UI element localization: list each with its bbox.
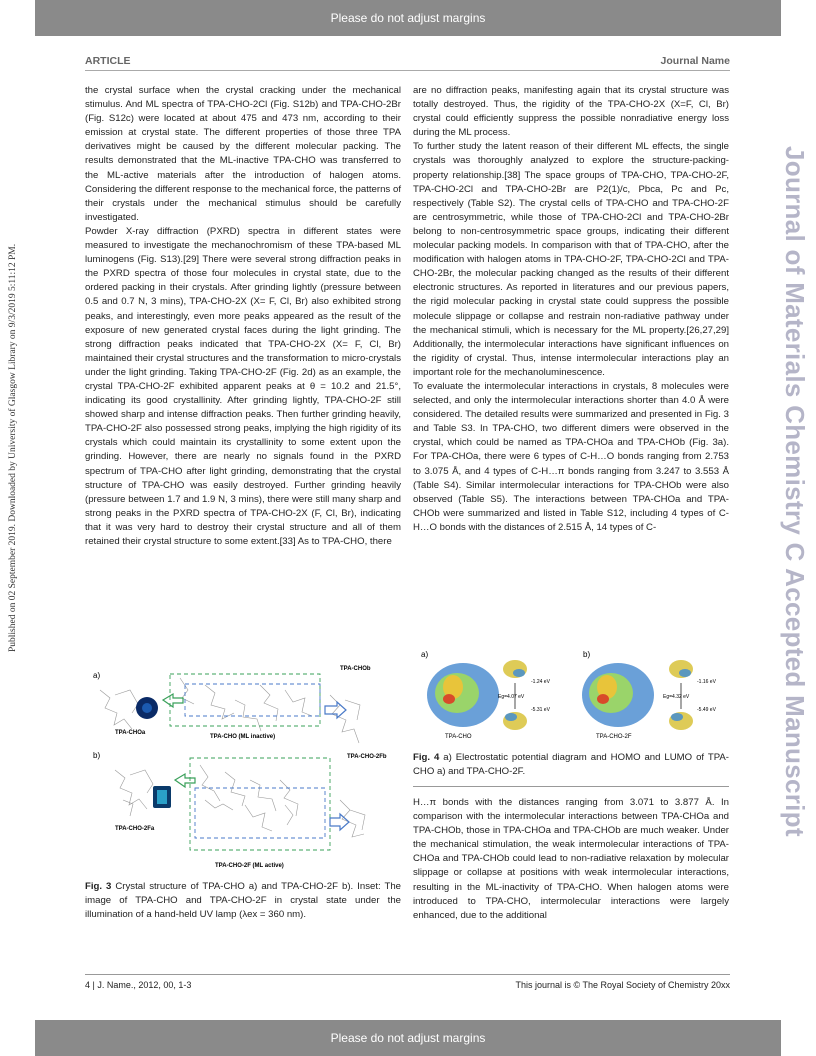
panel-a-label: a) <box>421 650 429 659</box>
homo-a: -5.31 eV <box>531 707 550 713</box>
figure-4-caption <box>413 751 729 779</box>
bottom-margin-banner <box>35 1020 781 1056</box>
gap-a: Eg=4.07 eV <box>498 694 525 700</box>
arrow-icon <box>175 774 195 787</box>
paragraph: are no diffraction peaks, manifesting again that its crystal structure was totally destroyed. Thus, the rigidity of the TPA-CHO-2X (X=F, Cl, Br) crystal could efficiently suppress the possible nonradiative energy loss during the ML process. <box>413 85 729 139</box>
header-article: ARTICLE <box>85 55 131 67</box>
right-column <box>413 84 729 535</box>
paragraph: Powder X-ray diffraction (PXRD) spectra in different states were measured to investigate the mechanochromism of these TPA-based ML luminogens (Fig. S13).[29] There were several strong diffraction peaks in the PXRD spectra of those four molecules in crystal state, due to the ordered packing in their crystals. After grinding lightly (pressure between 0.5 and 0.7 N, 3 mins), TPA-CHO-2X (X= F, Cl, Br) also exhibited strong peaks, and interestingly, even more peaks appeared as the result of the exposure of new generated crystal faces during the light grinding. The strong diffraction peaks indicated that TPA-CHO-2X (X= F, Cl, Br) maintained their crystal structures and the transformation to micro-crystals under the light grinding. Taking TPA-CHO-2F (Fig. 2d) as an example, the crystal TPA-CHO-2F exhibited apparent peaks at θ = 10.2 and 21.5°, indicating its good crystallinity. After grinding lightly, TPA-CHO-2F still showed sharp and intense diffraction peaks. Then further grinding heavily, TPA-CHO-2F also possessed strong peaks, implying the high rigidity of its crystals which could maintain its crystallinity to some extent upon the grinding. However, there are nearly no signals found in the PXRD spectrum of TPA-CHO after light grinding, demonstrating that the crystal structure of TPA-CHO was easily destroyed. Further grinding heavily (pressure between 1.7 and 1.9 N, 3 mins), there were still many sharp and strong peaks in the PXRD spectra of TPA-CHO-2X (F, Cl, Br), indicating that it was very hard to destroy their crystal structure and all of them retained their crystal structure to some extent.[33] As to TPA-CHO, there <box>85 225 401 547</box>
publication-notice: Published on 02 September 2019. Downloaded by University of Glasgow Library on 9/3/2019 5:11:12 PM. <box>8 243 18 652</box>
paragraph: the crystal surface when the crystal cracking under the mechanical stimulus. And ML spectra of TPA-CHO-2Cl (Fig. S12b) and TPA-CHO-2Br (Fig. S12c) were located at about 475 and 473 nm, according to their emission at crystal state. The different properties of those three TPA derivatives might be caused by the different molecular packing. The results demonstrated that the ML-inactive TPA-CHO was transferred to the ML-active materials after the introduction of halogen atoms. Considering the different response to the mechanical force, the patterns of their crystals under the mechanical stimulus should be carefully investigated. <box>85 85 401 223</box>
panel-a-label: a) <box>93 671 101 680</box>
dimer-box <box>170 674 320 726</box>
figure-3-crystal-structure <box>85 660 403 875</box>
panel-b-label: b) <box>583 650 591 659</box>
caption-text: Crystal structure of TPA-CHO a) and TPA-CHO-2F b). Inset: The image of TPA-CHO and TPA-CHO-2F in crystal state under the illumination of a hand-held UV lamp (λex = 360 nm). <box>85 881 402 920</box>
figure-4-esp-homo-lumo <box>413 647 731 742</box>
fig3-label-left-b: TPA-CHO-2Fa <box>115 826 155 832</box>
footer-copyright: This journal is © The Royal Society of Chemistry 20xx <box>515 980 730 990</box>
page-footer <box>85 980 730 990</box>
homo-b: -5.49 eV <box>697 707 716 713</box>
fig3-label-bottom-a: TPA-CHO (ML inactive) <box>210 734 276 740</box>
name-b: TPA-CHO-2F <box>596 734 632 740</box>
caption-label: Fig. 3 <box>85 881 112 892</box>
fig3-label-left-a: TPA-CHOa <box>115 730 146 736</box>
paragraph: To evaluate the intermolecular interactions in crystals, 8 molecules were selected, and only the intermolecular interactions shorter than 4.0 Å were considered. The detailed results were summarized and presented in Fig. 3 and Table S3. In TPA-CHO, two different dimers were observed in the crystal, which could be named as TPA-CHOa and TPA-CHOb (Fig. 3a). For TPA-CHOa, there were 6 types of C-H…O bonds ranging from 2.753 to 3.075 Å, and 4 types of C-H…π bonds ranging from 3.247 to 3.553 Å (Table S4). Similar intermolecular interactions for TPA-CHOb were also observed (Table S5). The interactions between TPA-CHOa and TPA-CHOb were summarized and listed in Table S12, including 4 types of C-H…O bonds with the distances of 2.515 Å, 14 types of C- <box>413 380 729 533</box>
fig3-label-bottom-b: TPA-CHO-2F (ML active) <box>215 863 284 869</box>
uv-crystal-glow <box>142 703 152 713</box>
panel-b-label: b) <box>93 751 101 760</box>
top-margin-banner <box>35 0 781 36</box>
left-column <box>85 84 401 549</box>
header-rule <box>85 70 730 71</box>
arrow-icon <box>330 814 349 830</box>
dimer-box <box>195 788 325 838</box>
caption-label: Fig. 4 <box>413 752 440 763</box>
esp-map-a <box>427 663 499 727</box>
fig3-label-top-a: TPA-CHOb <box>340 666 371 672</box>
esp-map-b <box>582 663 654 727</box>
name-a: TPA-CHO <box>445 734 472 740</box>
banner-text: Please do not adjust margins <box>330 1031 486 1045</box>
gap-b: Eg=4.32 eV <box>663 694 690 700</box>
lumo-a: -1.24 eV <box>531 679 550 685</box>
lumo-b: -1.16 eV <box>697 679 716 685</box>
right-column-continued <box>413 796 729 923</box>
header-journal-name: Journal Name <box>660 55 730 67</box>
uv-crystal-glow <box>157 790 167 804</box>
footer-rule <box>85 974 730 975</box>
banner-text: Please do not adjust margins <box>330 11 486 25</box>
paragraph: H…π bonds with the distances ranging from 3.071 to 3.877 Å. In comparison with the intermolecular interactions between TPA-CHOa and TPA-CHOb, those in TPA-CHOa and TPA-CHOb are much weaker. Under the mechanical stimulation, the weak intermolecular interactions of TPA-CHOa and TPA-CHOb could lead to non-radiative relaxation by molecular slippage or collapse at positions with weak intermolecular interactions, resulting in the ML-inactivity of TPA-CHO. When halogen atoms were introduced to TPA-CHO, intermolecular interactions were largely enhanced, due to the additional <box>413 797 729 921</box>
page-header <box>85 55 730 67</box>
footer-citation: 4 | J. Name., 2012, 00, 1-3 <box>85 980 192 990</box>
dimer-box <box>190 758 330 850</box>
paragraph: To further study the latent reason of their different ML effects, the single crystals was thoroughly analyzed to explore the structure-packing-property relationship.[38] The space groups of TPA-CHO, TPA-CHO-2F, TPA-CHO-2Cl and TPA-CHO-2Br are P2(1)/c, Pbca, Pc and Pc, respectively (Table S2). The crystal cells of TPA-CHO and TPA-CHO-2F are centrosymmetric, while those of TPA-CHO-2Cl and TPA-CHO-2Br belong to non-centrosymmetric space groups, indicating their different molecular packing models. In comparison with that of TPA-CHO, after the modification with halogen atoms in TPA-CHO-2F, TPA-CHO-2Cl and TPA-CHO-2Br, the molecular packing changed as the results of their different electronic structures. As reported in literatures and our previous papers, the rigid molecular packing in crystal state could suppress the possible molecule slippage or collapse and restrain non-radiative pathway under the mechanical stimuli, which is necessary for the ML property.[26,27,29] Additionally, the intermolecular interactions have significant influences on the rigidity of crystal. Thus, intense intermolecular interactions play an important role for the mechanoluminescence. <box>413 141 729 378</box>
arrow-icon <box>163 694 183 707</box>
figure-3-caption <box>85 880 401 922</box>
caption-rule <box>413 786 729 787</box>
fig3-label-top-b: TPA-CHO-2Fb <box>347 754 387 760</box>
accepted-manuscript-watermark: Journal of Materials Chemistry C Accepted Manuscript <box>780 146 810 837</box>
caption-text: a) Electrostatic potential diagram and HOMO and LUMO of TPA-CHO a) and TPA-CHO-2F. <box>413 752 729 777</box>
